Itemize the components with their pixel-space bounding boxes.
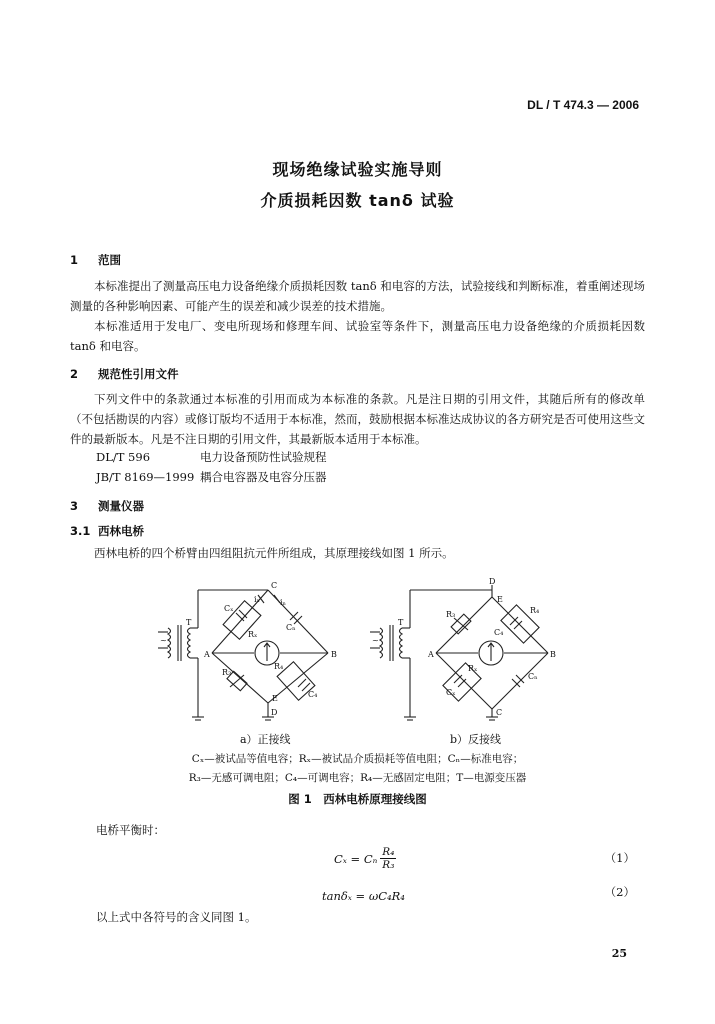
- label-rx: Rₓ: [468, 664, 478, 673]
- reference-code: DL/T 596: [96, 450, 151, 464]
- section-3-heading: [70, 498, 144, 514]
- figure-legend-line-1: Cₓ—被试品等值电容；Rₓ—被试品介质损耗等值电阻；Cₙ—标准电容；: [191, 753, 524, 765]
- label-rx: Rₓ: [248, 630, 258, 639]
- node-label-e: E: [272, 694, 278, 703]
- node-label-b: B: [331, 650, 337, 659]
- section-title: 范围: [98, 253, 121, 267]
- section-1-paragraph-1: 本标准提出了测量高压电力设备绝缘介质损耗因数 tanδ 和电容的方法，试验接线和判断标准，着重阐述现场测量的各种影响因素、可能产生的误差和减少误差的技术措施。: [70, 279, 645, 313]
- section-title: 测量仪器: [98, 499, 144, 513]
- section-1-paragraph-2: 本标准适用于发电厂、变电所现场和修理车间、试验室等条件下，测量高压电力设备绝缘的介质损耗因数 tanδ 和电容。: [70, 319, 645, 353]
- section-3-1-heading: [70, 523, 144, 539]
- reference-code: JB/T 8169—1999: [96, 470, 195, 484]
- equation-1: [334, 846, 396, 871]
- section-2-heading: [70, 366, 179, 382]
- figure-title: 图 1 西林电桥原理接线图: [288, 792, 427, 806]
- equation-2: tanδₓ = ωC₄R₄: [322, 889, 405, 903]
- node-label-c: C: [496, 708, 503, 717]
- section-number: 1: [70, 253, 79, 267]
- node-label-t: T: [186, 618, 192, 627]
- section-3-1-paragraph: 西林电桥的四个桥臂由四组阻抗元件所组成，其原理接线如图 1 所示。: [94, 546, 454, 560]
- equation-2-number: （2）: [604, 885, 635, 899]
- label-c4: C₄: [308, 690, 318, 699]
- section-number: 2: [70, 367, 79, 381]
- label-in: iₙ: [280, 598, 287, 607]
- node-label-a: A: [428, 650, 434, 659]
- label-r3: R₃: [222, 668, 232, 677]
- bridge-b-reverse: [370, 585, 548, 720]
- section-title: 西林电桥: [98, 524, 144, 538]
- label-ix: iₓ: [254, 595, 260, 604]
- reference-name: 耦合电容器及电容分压器: [200, 470, 327, 484]
- figure-legend-line-2: R₃—无感可调电阻；C₄—可调电容；R₄—无感固定电阻；T—电源变压器: [188, 772, 527, 784]
- label-cx: Cₓ: [224, 604, 234, 613]
- page-number: 25: [611, 947, 627, 960]
- figure-caption-a: a）正接线: [240, 733, 291, 746]
- reference-name: 电力设备预防性试验规程: [200, 450, 327, 464]
- document-subtitle: 介质损耗因数 tanδ 试验: [260, 191, 455, 210]
- reference-item: [96, 449, 327, 465]
- node-label-a: A: [204, 650, 210, 659]
- label-cn: Cₙ: [286, 623, 296, 632]
- equation-1-number: （1）: [604, 851, 635, 865]
- label-cn: Cₙ: [528, 672, 538, 681]
- label-r3: R₃: [446, 610, 456, 619]
- label-cx: Cₓ: [446, 688, 456, 697]
- source-symbol: ~: [160, 636, 167, 645]
- label-c4: C₄: [494, 628, 504, 637]
- node-label-e: E: [497, 595, 503, 604]
- label-r4: R₄: [530, 606, 540, 615]
- section-2-paragraph-1: 下列文件中的条款通过本标准的引用而成为本标准的条款。凡是注日期的引用文件，其随后所有的修改单（不包括勘误的内容）或修订版均不适用于本标准，然而，鼓励根据本标准达成协议的各方研究是否可使用这些文件的最新版本。凡是不注日期的引用文件，其最新版本适用于本标准。: [70, 392, 645, 446]
- node-label-c: C: [271, 581, 278, 590]
- equation-1-lhs: Cₓ = Cₙ: [334, 851, 378, 866]
- document-title: 现场绝缘试验实施导则: [272, 160, 443, 179]
- section-title: 规范性引用文件: [98, 367, 179, 381]
- reference-item: [96, 469, 327, 485]
- node-label-b: B: [550, 650, 556, 659]
- standard-number: DL / T 474.3 — 2006: [527, 98, 639, 112]
- schering-bridge-diagram: [140, 575, 580, 725]
- section-number: 3: [70, 499, 79, 513]
- section-1-heading: [70, 252, 121, 268]
- fraction-numerator: R₄: [382, 846, 395, 858]
- node-label-d: D: [271, 708, 278, 717]
- node-label-t: T: [398, 618, 404, 627]
- equation-outro: 以上式中各符号的含义同图 1。: [96, 910, 257, 924]
- section-number: 3.1: [70, 524, 91, 538]
- source-symbol: ~: [372, 636, 379, 645]
- bridge-a-normal: [158, 590, 328, 720]
- fraction-denominator: R₃: [382, 859, 395, 871]
- label-r4: R₄: [274, 662, 284, 671]
- equation-intro: 电桥平衡时：: [96, 823, 165, 837]
- node-label-d: D: [489, 577, 496, 586]
- fraction: [380, 846, 396, 871]
- figure-caption-b: b）反接线: [450, 733, 502, 746]
